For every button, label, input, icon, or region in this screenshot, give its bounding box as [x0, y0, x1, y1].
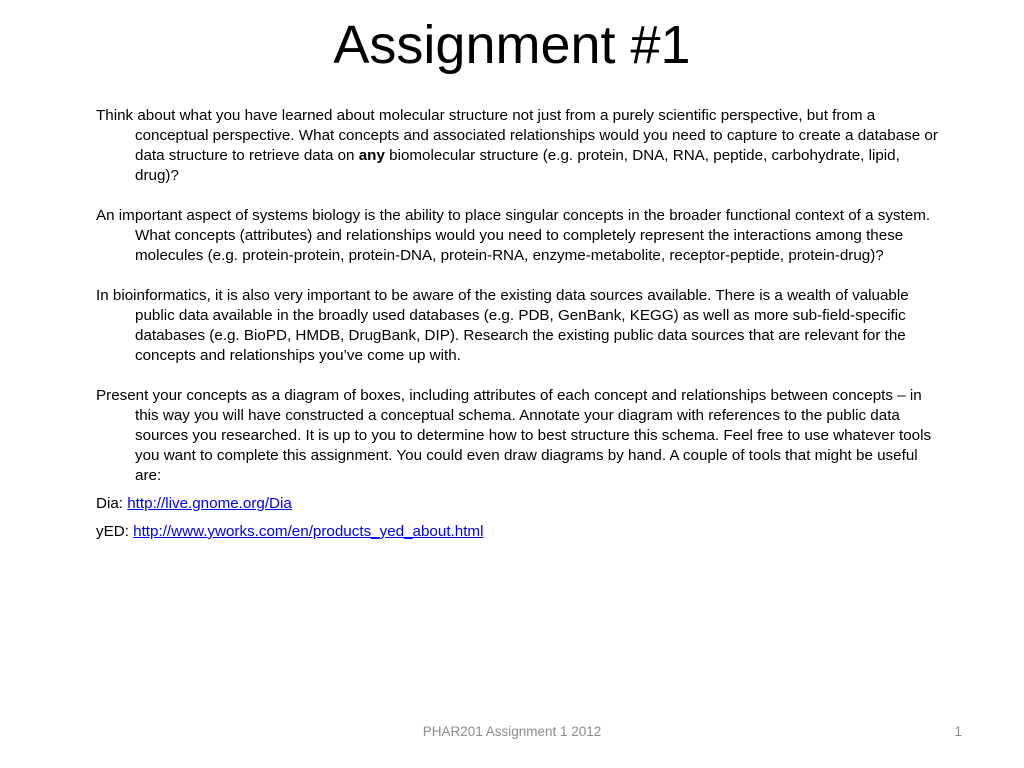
yed-link-line	[96, 522, 946, 542]
slide-body	[96, 106, 946, 550]
slide-title: Assignment #1	[333, 15, 691, 75]
paragraph-present-concepts: Present your concepts as a diagram of boxes, including attributes of each concept and relationships between concepts – in this way you will have constructed a conceptual schema. Annotate your diagram with references to the public data sources you researched. It is up to you to determine how to best structure this schema. Feel free to use whatever tools you want to complete this assignment. You could even draw diagrams by hand. A couple of tools that might be useful are:	[96, 387, 932, 484]
page-number: 1	[954, 724, 962, 739]
yed-link[interactable]: http://www.yworks.com/en/products_yed_about.html	[133, 523, 484, 540]
slide-footer: PHAR201 Assignment 1 2012	[422, 724, 602, 739]
emphasis-any: any	[358, 147, 385, 164]
dia-link-line	[96, 494, 946, 514]
paragraph-text: biomolecular structure (e.g. protein, DNA, RNA, peptide, carbohydrate, lipid, drug)?	[135, 147, 900, 184]
paragraph-molecular-structure	[96, 106, 946, 186]
dia-link[interactable]: http://live.gnome.org/Dia	[127, 495, 292, 512]
yed-label: yED:	[96, 523, 134, 540]
paragraph-systems-biology: An important aspect of systems biology is the ability to place singular concepts in the broader functional context of a system. What concepts (attributes) and relationships would you need to completely represent the interactions among these molecules (e.g. protein-protein, protein-DNA, protein-RNA, enzyme-metabolite, receptor-peptide, protein-drug)?	[96, 207, 931, 264]
paragraph-bioinformatics: In bioinformatics, it is also very important to be aware of the existing data sources available. There is a wealth of valuable public data available in the broadly used databases (e.g. PDB, GenBank, KEGG) as well as more sub-field-specific databases (e.g. BioPD, HMDB, DrugBank, DIP). Research the existing public data sources that are relevant for the concepts and relationships you’ve come up with.	[96, 287, 909, 364]
paragraph-text: Think about what you have learned about molecular structure not just from a purely scientific perspective, but from a conceptual perspective. What concepts and associated relationships would you need to capture to create a database or data structure to retrieve data on	[96, 107, 938, 164]
dia-label: Dia:	[96, 495, 128, 512]
